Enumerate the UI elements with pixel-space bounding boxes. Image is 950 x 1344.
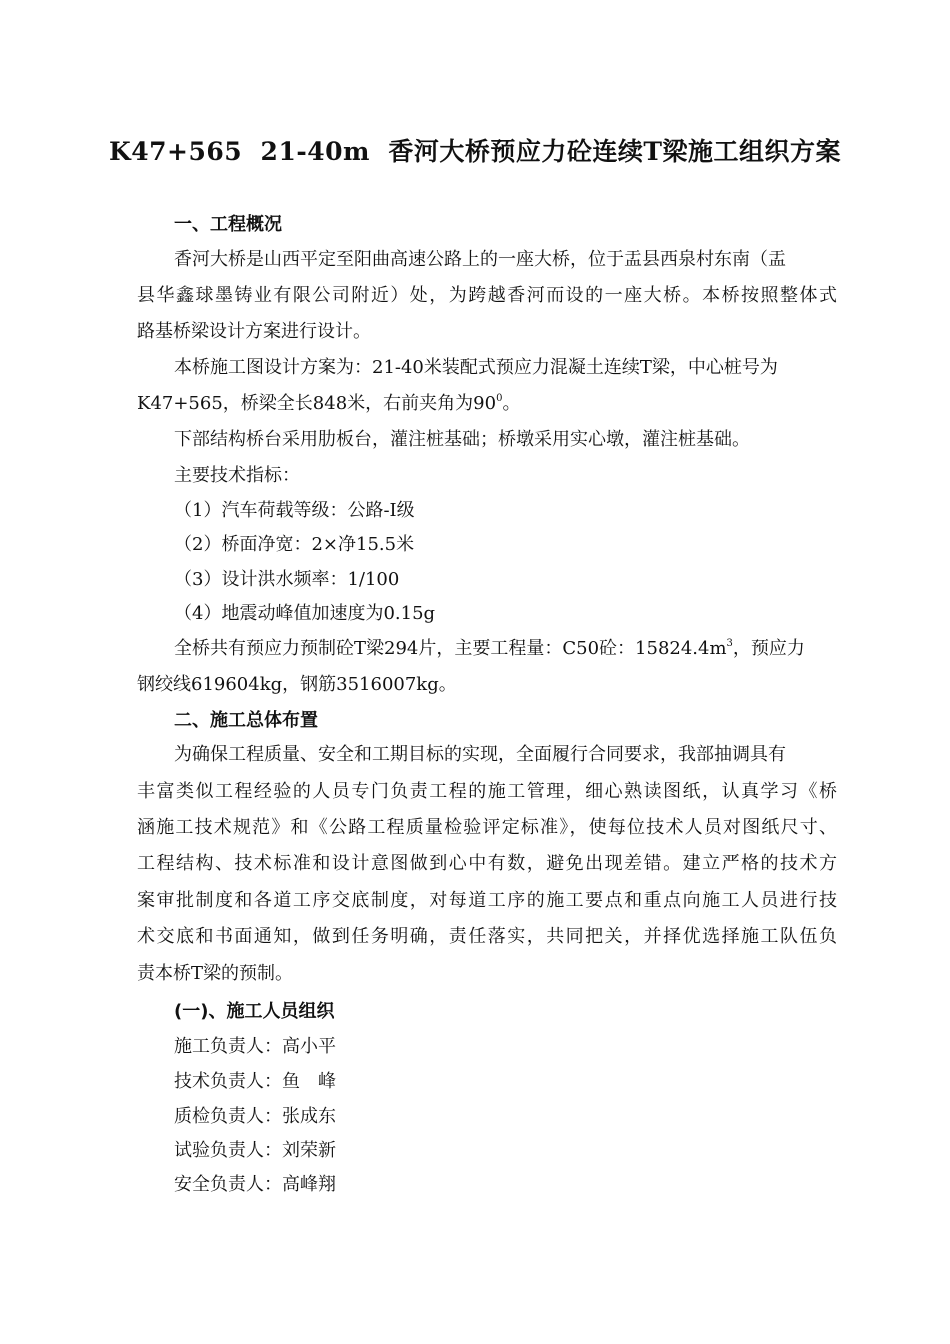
staff-item: 质检负责人：张成东 — [174, 1106, 336, 1127]
indicator-item: （1）汽车荷载等级：公路-I级 — [174, 500, 415, 521]
cubic-superscript: 3 — [726, 638, 733, 649]
s1-p2-line-2: K47+565，桥梁全长848米，右前夹角为$90^0$。 — [137, 393, 521, 414]
s2-p1-line-4: 工程结构、技术标准和设计意图做到心中有数，避免出现差错。建立严格的技术方 — [137, 853, 837, 874]
document-title: K47+565 21-40m 香河大桥预应力砼连续T梁施工组织方案 — [109, 137, 841, 166]
staff-item: 试验负责人：刘荣新 — [174, 1140, 336, 1161]
s1-p4-line-1: 全桥共有预应力预制砼T梁294片，主要工程量：C50砼：$15824.4m^3$，预应力 — [174, 638, 805, 659]
staff-item: 施工负责人：高小平 — [174, 1036, 336, 1057]
indicator-item: （3）设计洪水频率：1/100 — [174, 569, 400, 590]
s1-p4-line-2: 钢绞线619604kg，钢筋3516007kg。 — [137, 674, 457, 695]
indicator-item: （2）桥面净宽：2×净15.5米 — [174, 534, 415, 555]
s1-p1-line-2: 县华鑫球墨铸业有限公司附近）处，为跨越香河而设的一座大桥。本桥按照整体式 — [137, 285, 837, 306]
s2-p1-line-7: 责本桥T梁的预制。 — [137, 963, 294, 984]
indicators-label: 主要技术指标： — [174, 465, 300, 486]
sub-heading-staff: (一)、施工人员组织 — [174, 1001, 335, 1022]
degree-superscript: 0 — [496, 393, 503, 404]
s1-p1-line-3: 路基桥梁设计方案进行设计。 — [137, 321, 371, 342]
s2-p1-line-3: 涵施工技术规范》和《公路工程质量检验评定标准》，使每位技术人员对图纸尺寸、 — [137, 817, 837, 838]
indicator-item: （4）地震动峰值加速度为0.15g — [174, 603, 436, 624]
section-1-heading: 一、工程概况 — [174, 214, 282, 235]
s1-p2-line-1: 本桥施工图设计方案为：21-40米装配式预应力混凝土连续T梁，中心桩号为 — [174, 357, 778, 378]
s1-p3: 下部结构桥台采用肋板台，灌注桩基础；桥墩采用实心墩，灌注桩基础。 — [174, 429, 750, 450]
staff-item: 安全负责人：高峰翔 — [174, 1174, 336, 1195]
s1-p1-line-1: 香河大桥是山西平定至阳曲高速公路上的一座大桥，位于盂县西泉村东南（盂 — [174, 249, 786, 270]
s2-p1-line-6: 术交底和书面通知，做到任务明确，责任落实，共同把关，并择优选择施工队伍负 — [137, 926, 837, 947]
s2-p1-line-5: 案审批制度和各道工序交底制度，对每道工序的施工要点和重点向施工人员进行技 — [137, 890, 837, 911]
s2-p1-line-1: 为确保工程质量、安全和工期目标的实现，全面履行合同要求，我部抽调具有 — [174, 744, 786, 765]
s2-p1-line-2: 丰富类似工程经验的人员专门负责工程的施工管理，细心熟读图纸，认真学习《桥 — [137, 781, 837, 802]
section-2-heading: 二、施工总体布置 — [174, 710, 318, 731]
staff-item: 技术负责人：鱼 峰 — [174, 1071, 336, 1092]
